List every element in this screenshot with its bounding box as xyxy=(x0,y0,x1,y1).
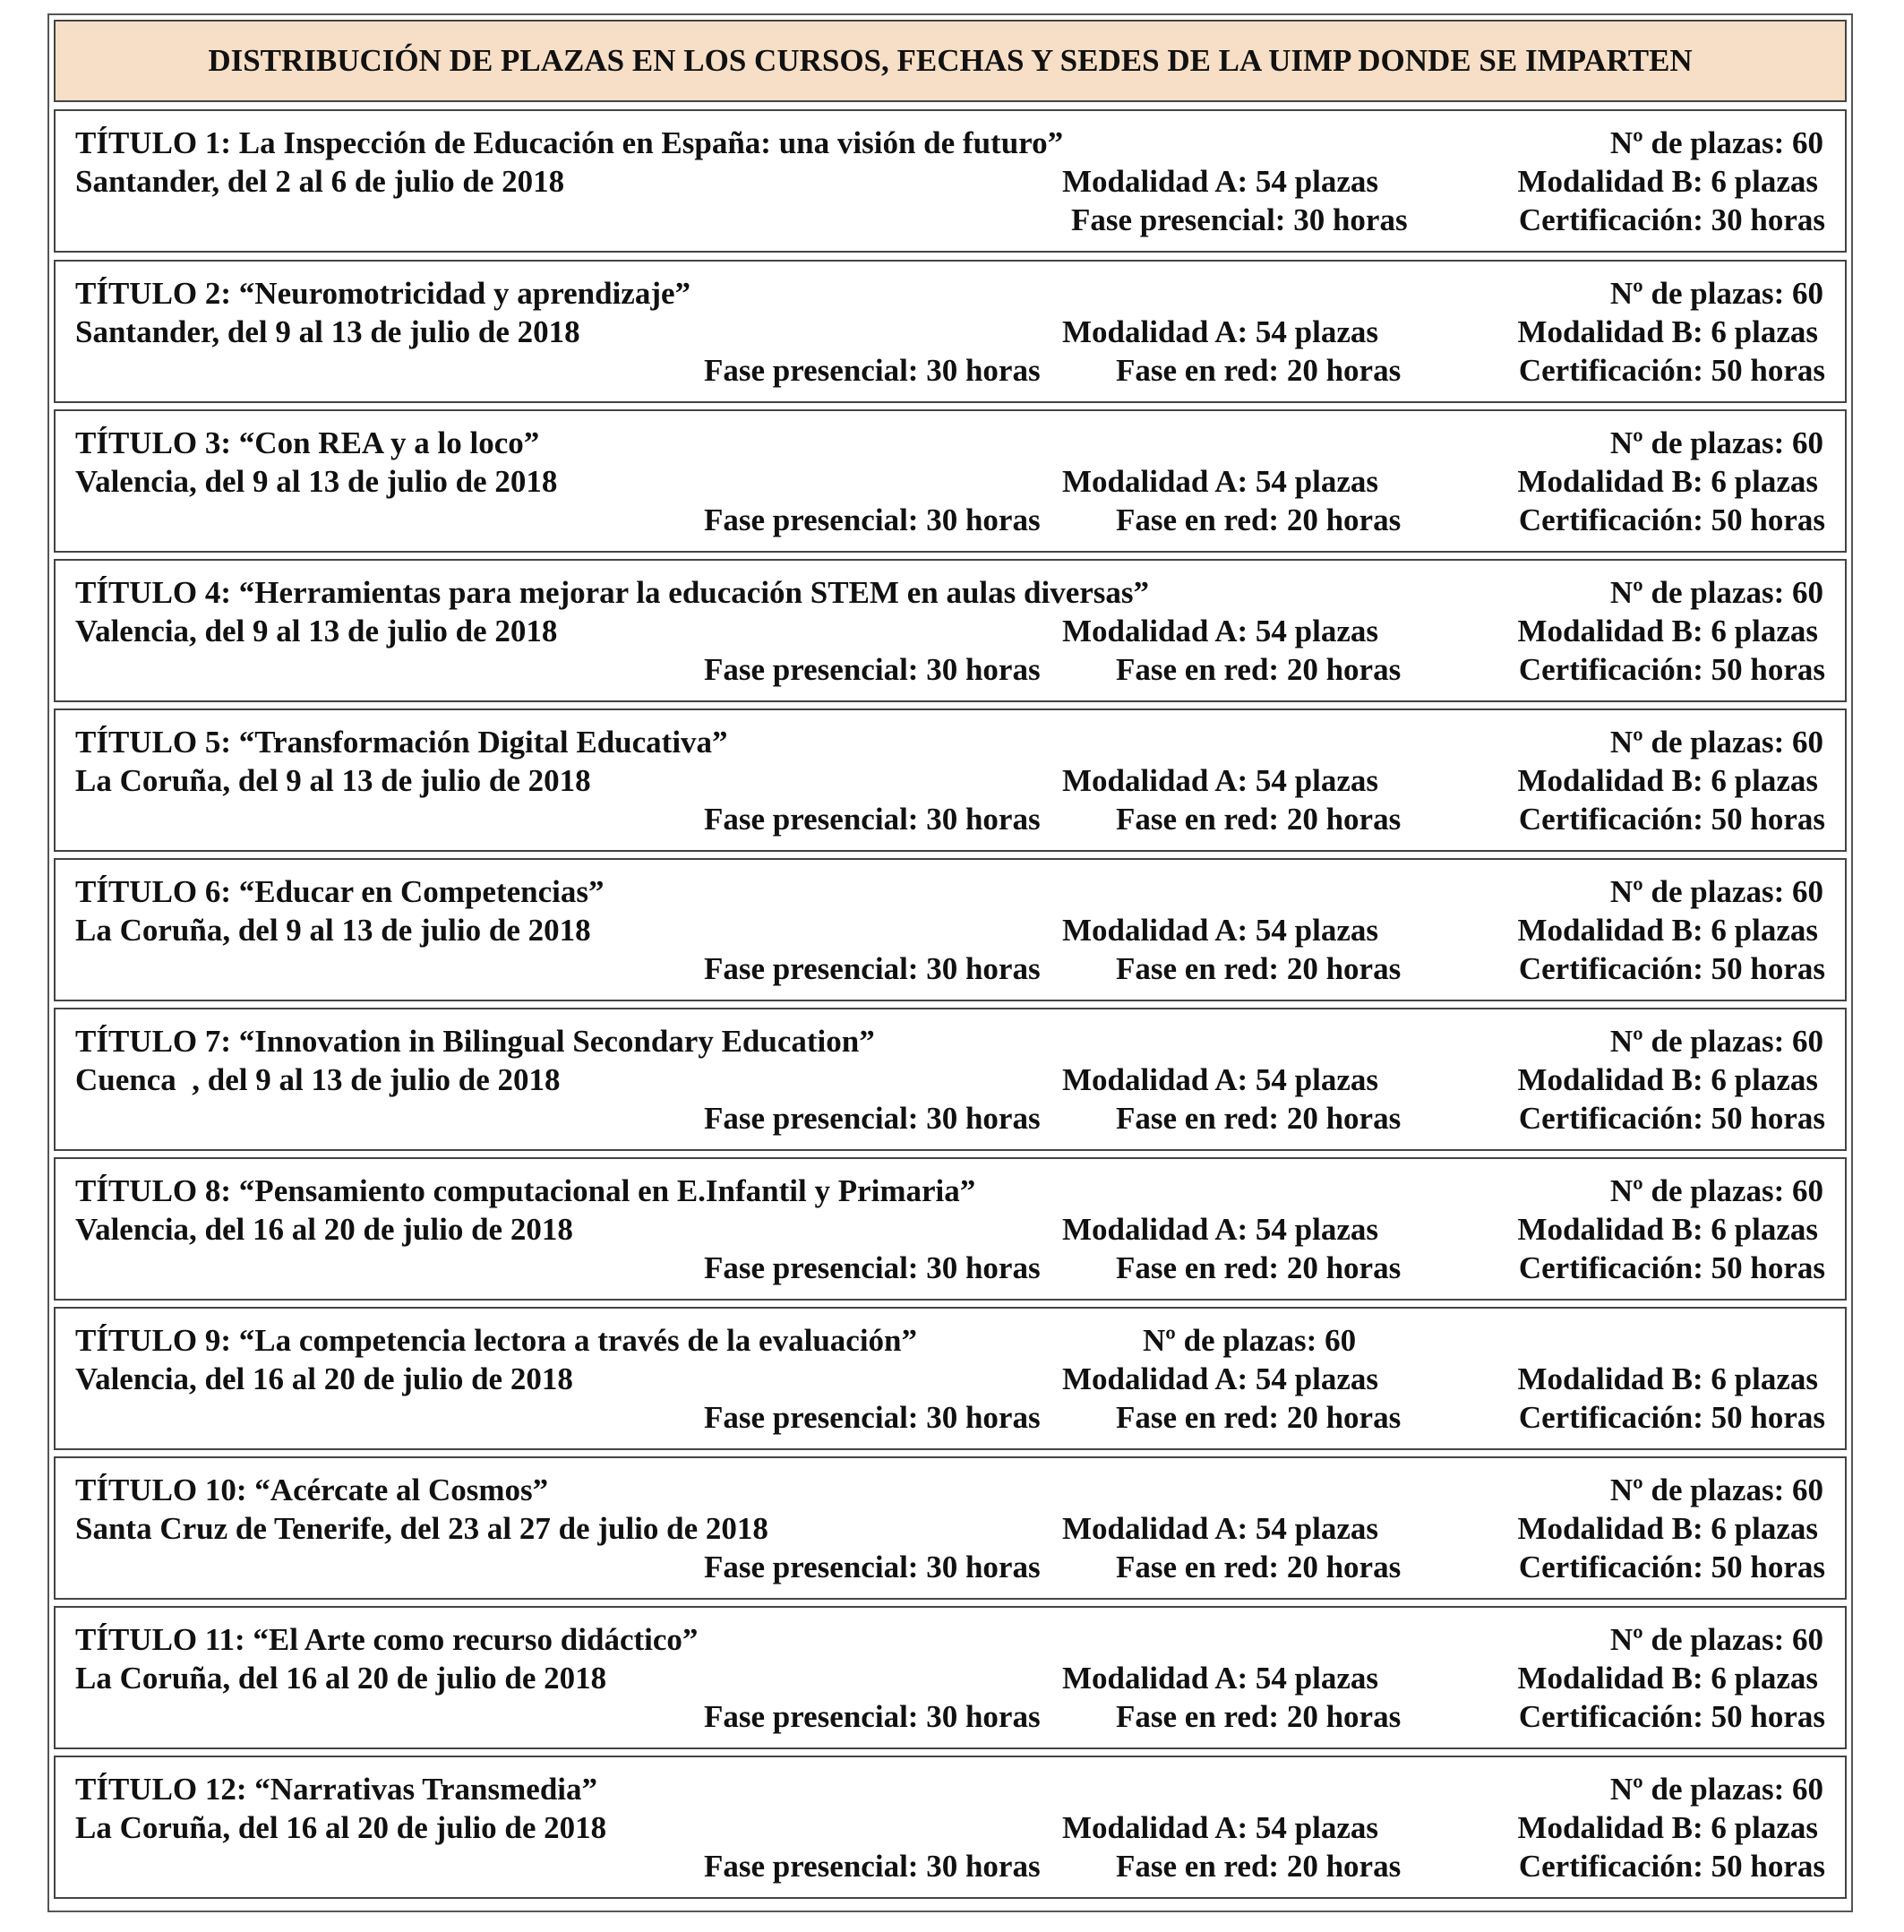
course-location-dates: Valencia, del 16 al 20 de julio de 2018 xyxy=(75,1361,573,1396)
course-seats: Nº de plazas: 60 xyxy=(1609,125,1823,160)
course-online-hours: Fase en red: 20 horas xyxy=(1116,353,1402,388)
course-title: TÍTULO 5: “Transformación Digital Educativa” xyxy=(75,725,728,760)
course-modality-a: Modalidad A: 54 plazas xyxy=(1062,164,1378,199)
course-seats: Nº de plazas: 60 xyxy=(1609,1473,1823,1507)
course-location-dates: La Coruña, del 16 al 20 de julio de 2018 xyxy=(75,1661,607,1696)
course-onsite-hours: Fase presencial: 30 horas xyxy=(704,802,1041,837)
course-certification-hours: Certificación: 50 horas xyxy=(1518,1400,1825,1435)
course-title: TÍTULO 4: “Herramientas para mejorar la educación STEM en aulas diversas” xyxy=(75,575,1150,610)
course-onsite-hours: Fase presencial: 30 horas xyxy=(704,1550,1041,1584)
course-title: TÍTULO 9: “La competencia lectora a través de la evaluación” xyxy=(75,1323,918,1358)
course-location-dates: Cuenca , del 9 al 13 de julio de 2018 xyxy=(75,1062,561,1097)
course-onsite-hours: Fase presencial: 30 horas xyxy=(704,1101,1041,1136)
course-seats: Nº de plazas: 60 xyxy=(1143,1323,1357,1358)
course-card-7 xyxy=(54,1008,1847,1151)
course-certification-hours: Certificación: 50 horas xyxy=(1518,1849,1825,1884)
course-seats: Nº de plazas: 60 xyxy=(1609,874,1823,909)
course-modality-b: Modalidad B: 6 plazas xyxy=(1517,1511,1818,1546)
course-modality-b: Modalidad B: 6 plazas xyxy=(1517,1810,1818,1845)
course-certification-hours: Certificación: 50 horas xyxy=(1518,502,1825,537)
course-seats: Nº de plazas: 60 xyxy=(1609,276,1823,311)
course-modality-b: Modalidad B: 6 plazas xyxy=(1517,1212,1818,1247)
course-modality-b: Modalidad B: 6 plazas xyxy=(1517,1062,1818,1097)
course-title: TÍTULO 2: “Neuromotricidad y aprendizaje” xyxy=(75,276,691,311)
course-online-hours: Fase en red: 20 horas xyxy=(1116,1849,1402,1884)
course-modality-a: Modalidad A: 54 plazas xyxy=(1062,464,1378,499)
course-title: TÍTULO 8: “Pensamiento computacional en E.Infantil y Primaria” xyxy=(75,1173,976,1208)
course-modality-a: Modalidad A: 54 plazas xyxy=(1062,1212,1378,1247)
course-card-9 xyxy=(54,1307,1847,1450)
course-card-11 xyxy=(54,1606,1847,1749)
course-modality-b: Modalidad B: 6 plazas xyxy=(1517,464,1818,499)
course-modality-b: Modalidad B: 6 plazas xyxy=(1517,763,1818,798)
course-onsite-hours: Fase presencial: 30 horas xyxy=(1071,202,1408,237)
course-online-hours: Fase en red: 20 horas xyxy=(1116,1250,1402,1285)
course-location-dates: Santander, del 9 al 13 de julio de 2018 xyxy=(75,314,580,349)
course-title: TÍTULO 3: “Con REA y a lo loco” xyxy=(75,425,540,460)
course-location-dates: La Coruña, del 16 al 20 de julio de 2018 xyxy=(75,1810,607,1845)
course-location-dates: La Coruña, del 9 al 13 de julio de 2018 xyxy=(75,763,591,798)
course-modality-b: Modalidad B: 6 plazas xyxy=(1517,913,1818,948)
course-card-3 xyxy=(54,409,1847,553)
course-modality-a: Modalidad A: 54 plazas xyxy=(1062,763,1378,798)
course-online-hours: Fase en red: 20 horas xyxy=(1116,652,1402,687)
course-certification-hours: Certificación: 50 horas xyxy=(1518,1550,1825,1584)
course-online-hours: Fase en red: 20 horas xyxy=(1116,1400,1402,1435)
course-card-12 xyxy=(54,1756,1847,1899)
course-seats: Nº de plazas: 60 xyxy=(1609,1772,1823,1807)
course-onsite-hours: Fase presencial: 30 horas xyxy=(704,1400,1041,1435)
course-title: TÍTULO 12: “Narrativas Transmedia” xyxy=(75,1772,598,1807)
course-modality-b: Modalidad B: 6 plazas xyxy=(1517,1661,1818,1696)
course-certification-hours: Certificación: 50 horas xyxy=(1518,1250,1825,1285)
page-title: DISTRIBUCIÓN DE PLAZAS EN LOS CURSOS, FECHAS Y SEDES DE LA UIMP DONDE SE IMPARTEN xyxy=(54,20,1847,102)
course-onsite-hours: Fase presencial: 30 horas xyxy=(704,1699,1041,1734)
course-location-dates: Valencia, del 9 al 13 de julio de 2018 xyxy=(75,464,558,499)
course-title: TÍTULO 10: “Acércate al Cosmos” xyxy=(75,1473,549,1507)
course-online-hours: Fase en red: 20 horas xyxy=(1116,502,1402,537)
course-onsite-hours: Fase presencial: 30 horas xyxy=(704,652,1041,687)
course-card-1 xyxy=(54,109,1847,253)
course-modality-a: Modalidad A: 54 plazas xyxy=(1062,913,1378,948)
course-online-hours: Fase en red: 20 horas xyxy=(1116,802,1402,837)
course-certification-hours: Certificación: 50 horas xyxy=(1518,951,1825,986)
course-seats: Nº de plazas: 60 xyxy=(1609,1173,1823,1208)
course-location-dates: La Coruña, del 9 al 13 de julio de 2018 xyxy=(75,913,591,948)
course-seats: Nº de plazas: 60 xyxy=(1609,425,1823,460)
course-card-4 xyxy=(54,559,1847,702)
course-certification-hours: Certificación: 50 horas xyxy=(1518,353,1825,388)
course-seats: Nº de plazas: 60 xyxy=(1609,1622,1823,1657)
course-onsite-hours: Fase presencial: 30 horas xyxy=(704,502,1041,537)
course-online-hours: Fase en red: 20 horas xyxy=(1116,1550,1402,1584)
course-modality-a: Modalidad A: 54 plazas xyxy=(1062,1361,1378,1396)
course-onsite-hours: Fase presencial: 30 horas xyxy=(704,1250,1041,1285)
course-title: TÍTULO 1: La Inspección de Educación en España: una visión de futuro” xyxy=(75,125,1064,160)
course-location-dates: Valencia, del 9 al 13 de julio de 2018 xyxy=(75,614,558,648)
course-online-hours: Fase en red: 20 horas xyxy=(1116,951,1402,986)
course-title: TÍTULO 7: “Innovation in Bilingual Secondary Education” xyxy=(75,1024,875,1059)
course-card-5 xyxy=(54,708,1847,852)
course-seats: Nº de plazas: 60 xyxy=(1609,575,1823,610)
course-certification-hours: Certificación: 50 horas xyxy=(1518,652,1825,687)
course-online-hours: Fase en red: 20 horas xyxy=(1116,1699,1402,1734)
course-card-6 xyxy=(54,858,1847,1001)
course-title: TÍTULO 6: “Educar en Competencias” xyxy=(75,874,605,909)
course-certification-hours: Certificación: 50 horas xyxy=(1518,802,1825,837)
course-modality-a: Modalidad A: 54 plazas xyxy=(1062,1062,1378,1097)
course-title: TÍTULO 11: “El Arte como recurso didáctico” xyxy=(75,1622,699,1657)
course-modality-b: Modalidad B: 6 plazas xyxy=(1517,314,1818,349)
course-modality-a: Modalidad A: 54 plazas xyxy=(1062,1661,1378,1696)
course-online-hours: Fase en red: 20 horas xyxy=(1116,1101,1402,1136)
course-modality-a: Modalidad A: 54 plazas xyxy=(1062,614,1378,648)
course-modality-b: Modalidad B: 6 plazas xyxy=(1517,1361,1818,1396)
course-location-dates: Valencia, del 16 al 20 de julio de 2018 xyxy=(75,1212,573,1247)
course-card-10 xyxy=(54,1456,1847,1600)
course-modality-b: Modalidad B: 6 plazas xyxy=(1517,164,1818,199)
course-seats: Nº de plazas: 60 xyxy=(1609,1024,1823,1059)
course-onsite-hours: Fase presencial: 30 horas xyxy=(704,353,1041,388)
course-location-dates: Santa Cruz de Tenerife, del 23 al 27 de julio de 2018 xyxy=(75,1511,768,1546)
course-seats: Nº de plazas: 60 xyxy=(1609,725,1823,760)
course-card-8 xyxy=(54,1157,1847,1301)
course-onsite-hours: Fase presencial: 30 horas xyxy=(704,1849,1041,1884)
course-certification-hours: Certificación: 50 horas xyxy=(1518,1101,1825,1136)
course-certification-hours: Certificación: 30 horas xyxy=(1518,202,1825,237)
course-location-dates: Santander, del 2 al 6 de julio de 2018 xyxy=(75,164,565,199)
course-modality-a: Modalidad A: 54 plazas xyxy=(1062,1810,1378,1845)
course-card-2 xyxy=(54,260,1847,403)
course-modality-a: Modalidad A: 54 plazas xyxy=(1062,314,1378,349)
course-onsite-hours: Fase presencial: 30 horas xyxy=(704,951,1041,986)
course-certification-hours: Certificación: 50 horas xyxy=(1518,1699,1825,1734)
course-modality-b: Modalidad B: 6 plazas xyxy=(1517,614,1818,648)
course-modality-a: Modalidad A: 54 plazas xyxy=(1062,1511,1378,1546)
